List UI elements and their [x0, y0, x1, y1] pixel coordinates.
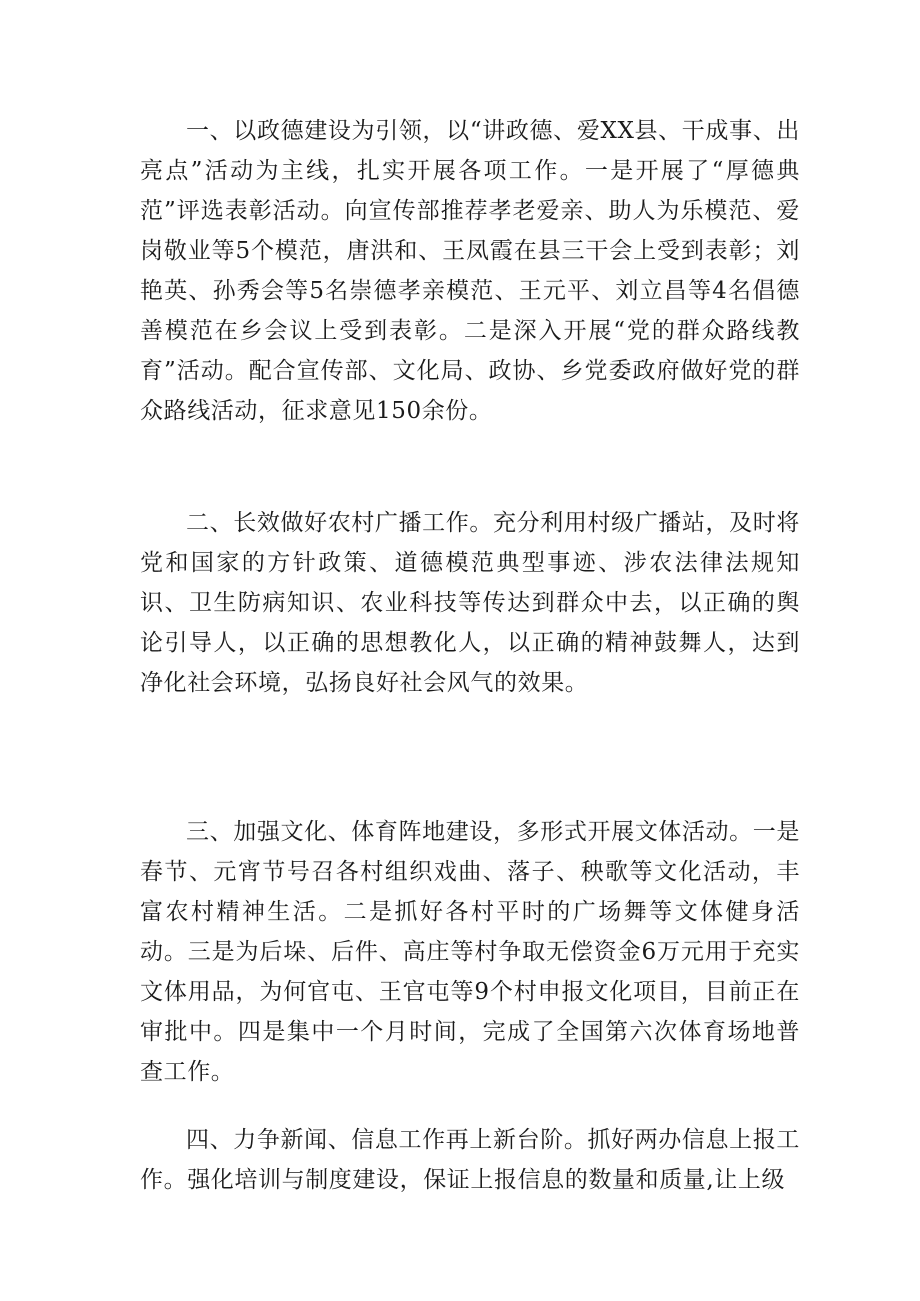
- paragraph-news-information: 四、力争新闻、信息工作再上新台阶。抓好两办信息上报工作。强化培训与制度建设，保证上报信息的数量和质量,让上级: [140, 1127, 800, 1193]
- paragraph-political-ethics: 一、以政德建设为引领，以“讲政德、爱XX县、干成事、出亮点”活动为主线，扎实开展各项工作。一是开展了“厚德典范”评选表彰活动。向宣传部推荐孝老爱亲、助人为乐模范、爱岗敬业等5个模范，唐洪和、王凤霞在县三干会上受到表彰；刘艳英、孙秀会等5名崇德孝亲模范、王元平、刘立昌等4名倡德善模范在乡会议上受到表彰。二是深入开展“党的群众路线教育”活动。配合宣传部、文化局、政协、乡党委政府做好党的群众路线活动，征求意见150余份。: [140, 118, 800, 424]
- paragraph-culture-sports: 三、加强文化、体育阵地建设，多形式开展文体活动。一是春节、元宵节号召各村组织戏曲、落子、秧歌等文化活动，丰富农村精神生活。二是抓好各村平时的广场舞等文体健身活动。三是为后垛、后件、高庄等村争取无偿资金6万元用于充实文体用品，为何官屯、王官屯等9个村申报文化项目，目前正在审批中。四是集中一个月时间，完成了全国第六次体育场地普查工作。: [140, 819, 800, 1085]
- paragraph-rural-broadcast: 二、长效做好农村广播工作。充分利用村级广播站，及时将党和国家的方针政策、道德模范典型事迹、涉农法律法规知识、卫生防病知识、农业科技等传达到群众中去，以正确的舆论引导人，以正确的思想教化人，以正确的精神鼓舞人，达到净化社会环境，弘扬良好社会风气的效果。: [140, 510, 800, 696]
